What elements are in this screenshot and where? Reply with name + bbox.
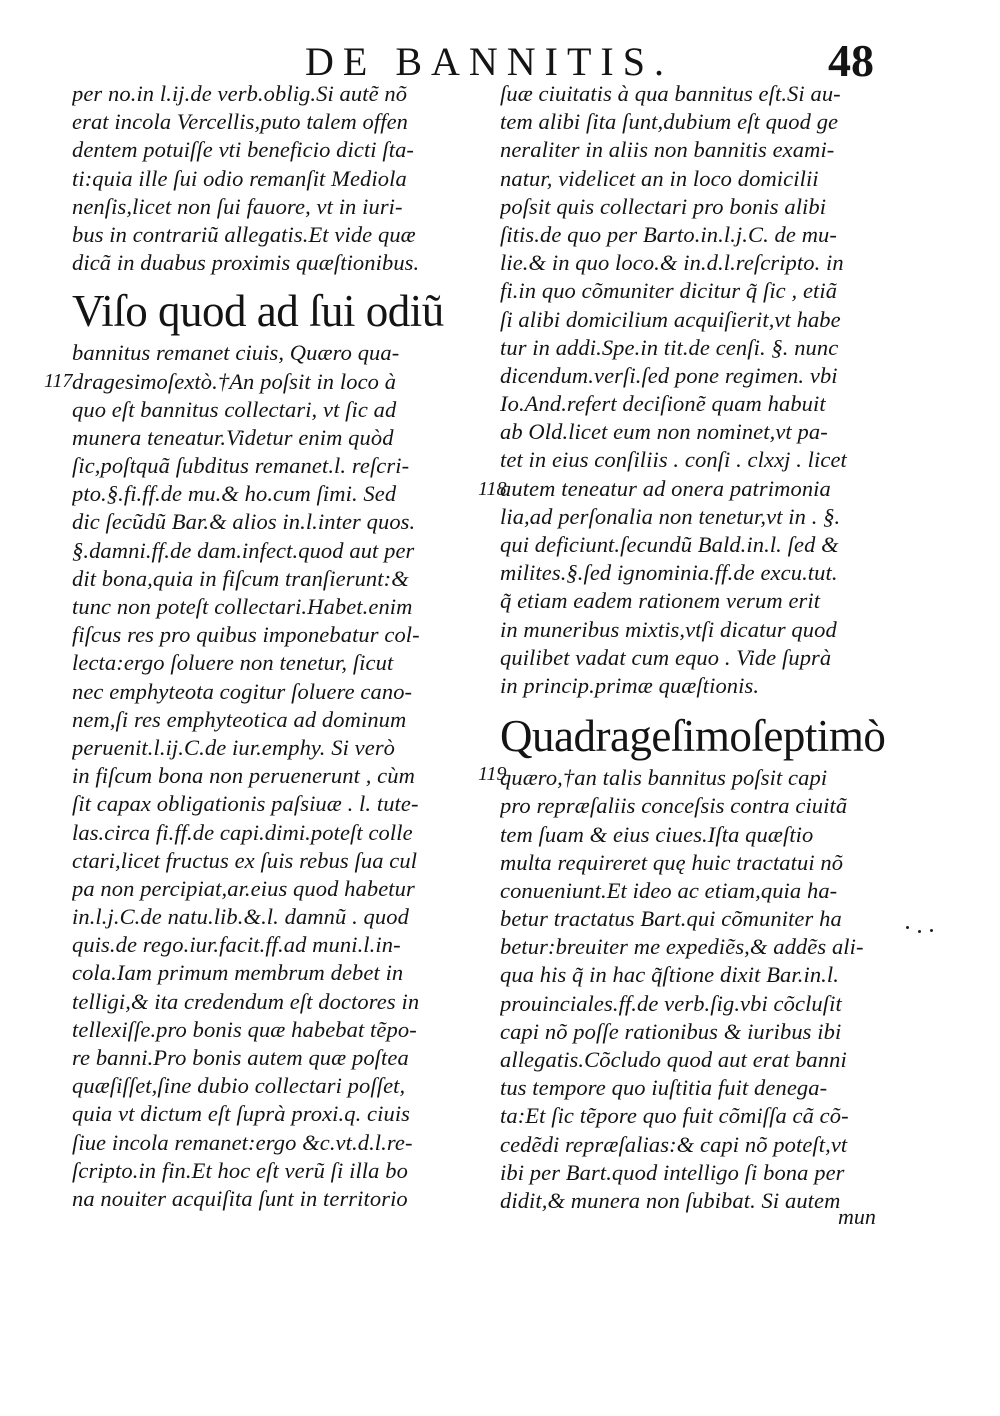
text-line: §.damni.ff.de dam.infect.quod aut per bbox=[72, 537, 415, 563]
ink-speck bbox=[930, 929, 933, 932]
text-line: dicendum.verſi.ſed pone regimen. vbi bbox=[500, 362, 838, 388]
text-line: lie.& in quo loco.& in.d.l.reſcripto. in bbox=[500, 250, 844, 276]
text-line: lecta:ergo ſoluere non tenetur, ſicut bbox=[72, 650, 394, 676]
text-line: pa non percipiat,ar.eius quod habetur bbox=[72, 875, 415, 901]
text-line: nec emphyteota cogitur ſoluere cano- bbox=[72, 678, 413, 704]
text-line: dragesimoſextò.†An poſsit in loco à bbox=[72, 368, 397, 394]
text-line: quo eſt bannitus collectari, vt ſic ad bbox=[72, 396, 397, 422]
text-line: natur, videlicet an in loco domicilii bbox=[500, 165, 819, 191]
text-line: ſic,poſtquã ſubditus remanet.l. reſcri- bbox=[72, 453, 410, 479]
text-line: quis.de rego.iur.facit.ff.ad muni.l.in- bbox=[72, 932, 401, 958]
text-line: ſi alibi domicilium acquiſierit,vt habe bbox=[500, 306, 841, 332]
text-line: per no.in l.ij.de verb.oblig.Si autẽ nõ bbox=[72, 81, 408, 106]
section-heading: Quadrageſimoſeptimò bbox=[500, 711, 886, 762]
text-line: dic ſecũdũ Bar.& alios in.l.inter quos. bbox=[72, 509, 416, 535]
section-heading: Viſo quod ad ſui odiũ bbox=[72, 286, 444, 337]
text-line: milites.§.ſed ignominia.ff.de excu.tut. bbox=[500, 560, 838, 586]
text-line: ta:Et ſic tẽpore quo fuit cõmiſſa cã cõ- bbox=[500, 1103, 849, 1129]
text-line: tem ſuam & eius ciues.Iſta quæſtio bbox=[500, 821, 814, 847]
text-line: in fiſcum bona non peruenerunt , cùm bbox=[72, 763, 415, 789]
text-line: cedẽdi repræſalias:& capi nõ poteſt,vt bbox=[500, 1131, 848, 1157]
text-line: quæſiſſet,ſine dubio collectari poſſet, bbox=[72, 1073, 406, 1099]
text-line: allegatis.Cõcludo quod aut erat banni bbox=[500, 1047, 847, 1072]
text-line: peruenit.l.ij.C.de iur.emphy. Si verò bbox=[72, 734, 396, 760]
text-line: nenſis,licet non ſui fauore, vt in iuri- bbox=[72, 193, 403, 219]
margin-number-118: 118 bbox=[478, 478, 507, 500]
text-line: q̃ etiam eadem rationem verum erit bbox=[500, 588, 821, 614]
text-line: neraliter in aliis non bannitis exami- bbox=[500, 137, 835, 163]
right-column bbox=[500, 80, 900, 1215]
text-line: tus tempore quo iuſtitia fuit denega- bbox=[500, 1075, 828, 1101]
text-line: ſcripto.in fin.Et hoc eſt verũ ſi illa bo bbox=[72, 1157, 408, 1183]
text-line: tet in eius conſiliis . conſi . clxxj . licet bbox=[500, 447, 847, 473]
text-line: betur tractatus Bart.qui cõmuniter ha bbox=[500, 906, 842, 932]
text-line: tur in addi.Spe.in tit.de cenſi. §. nunc bbox=[500, 334, 839, 360]
text-line: conueniunt.Et ideo ac etiam,quia ha- bbox=[500, 877, 838, 903]
text-line: na nouiter acquiſita ſunt in territorio bbox=[72, 1185, 408, 1211]
text-line: ſuæ ciuitatis à qua bannitus eſt.Si au- bbox=[500, 81, 841, 106]
ink-speck bbox=[906, 926, 909, 929]
text-line: ibi per Bart.quod intelligo ſi bona per bbox=[500, 1159, 845, 1185]
text-line: Io.And.refert deciſionẽ quam habuit bbox=[500, 391, 826, 417]
text-line: nem,ſi res emphyteotica ad dominum bbox=[72, 706, 407, 732]
text-line: cola.Iam primum membrum debet in bbox=[72, 960, 404, 986]
text-line: quia vt dictum eſt ſuprà proxi.q. ciuis bbox=[72, 1101, 411, 1127]
text-line: dentem potuiſſe vti beneficio dicti ſta- bbox=[72, 137, 415, 163]
text-line: multa requireret quę huic tractatui nõ bbox=[500, 849, 844, 875]
text-line: ctari,licet fructus ex ſuis rebus ſua cul bbox=[72, 847, 418, 873]
text-line: dit bona,quia in fiſcum tranſierunt:& bbox=[72, 565, 409, 591]
text-line: qua his q̃ in hac q̃ſtione dixit Bar.in.l. bbox=[500, 962, 839, 988]
text-line: ab Old.licet eum non nominet,vt pa- bbox=[500, 419, 828, 445]
margin-number-117: 117 bbox=[44, 370, 73, 392]
text-line: quilibet vadat cum equo . Vide ſuprà bbox=[500, 644, 832, 670]
running-title: DE BANNITIS. bbox=[305, 39, 673, 84]
text-line: ſit capax obligationis paſsiuæ . l. tute- bbox=[72, 791, 419, 817]
text-line: bus in contrariũ allegatis.Et vide quæ bbox=[72, 221, 416, 247]
text-line: didit,& munera non ſubibat. Si autem bbox=[500, 1187, 841, 1213]
text-line: las.circa fi.ff.de capi.dimi.poteſt colle bbox=[72, 819, 413, 845]
text-line: in.l.j.C.de natu.lib.&.l. damnũ . quod bbox=[72, 904, 409, 930]
text-line: pto.§.fi.ff.de mu.& ho.cum ſimi. Sed bbox=[72, 481, 397, 507]
text-line: qui deficiunt.ſecundũ Bald.in.l. ſed & bbox=[500, 532, 839, 557]
text-line: fiſcus res pro quibus imponebatur col- bbox=[72, 622, 420, 648]
text-line: dicã in duabus proximis quæſtionibus. bbox=[72, 250, 420, 276]
text-line: bannitus remanet ciuis, Quæro qua- bbox=[72, 340, 400, 366]
text-line: ti:quia ille ſui odio remanſit Mediola bbox=[72, 165, 407, 191]
text-line: ſiue incola remanet:ergo &c.vt.d.l.re- bbox=[72, 1129, 413, 1155]
folio-number: 48 bbox=[828, 35, 874, 86]
text-line: capi nõ poſſe rationibus & iuribus ibi bbox=[500, 1018, 842, 1044]
text-line: fi.in quo cõmuniter dicitur q̃ ſic , etiã bbox=[500, 278, 838, 304]
text-line: in muneribus mixtis,vtſi dicatur quod bbox=[500, 616, 837, 642]
text-line: pro repræſaliis conceſsis contra ciuitã bbox=[500, 793, 848, 819]
text-line: betur:breuiter me expediẽs,& addẽs ali- bbox=[500, 934, 864, 960]
left-column bbox=[72, 80, 467, 1213]
text-line: tem alibi ſita ſunt,dubium eſt quod ge bbox=[500, 109, 839, 135]
text-line: erat incola Vercellis,puto talem offen bbox=[72, 109, 409, 135]
text-line: lia,ad perſonalia non tenetur,vt in . §. bbox=[500, 503, 841, 529]
text-line: in princip.primæ quæſtionis. bbox=[500, 672, 760, 698]
text-line: poſsit quis collectari pro bonis alibi bbox=[500, 193, 827, 219]
text-line: prouinciales.ff.de verb.ſig.vbi cõcluſit bbox=[500, 990, 842, 1016]
catchword: mun bbox=[838, 1204, 876, 1229]
text-line: telligi,& ita credendum eſt doctores in bbox=[72, 988, 420, 1014]
text-line: tellexiſſe.pro bonis quæ habebat tẽpo- bbox=[72, 1016, 417, 1042]
running-head bbox=[0, 28, 1000, 88]
text-line: ſitis.de quo per Barto.in.l.j.C. de mu- bbox=[500, 221, 838, 247]
text-line: autem teneatur ad onera patrimonia bbox=[500, 475, 831, 501]
text-line: quæro,†an talis bannitus poſsit capi bbox=[500, 765, 828, 791]
text-line: munera teneatur.Videtur enim quòd bbox=[72, 424, 394, 450]
margin-number-119: 119 bbox=[478, 763, 507, 785]
text-line: tunc non poteſt collectari.Habet.enim bbox=[72, 594, 413, 619]
ink-speck bbox=[918, 930, 921, 933]
text-line: re banni.Pro bonis autem quæ poſtea bbox=[72, 1045, 409, 1070]
